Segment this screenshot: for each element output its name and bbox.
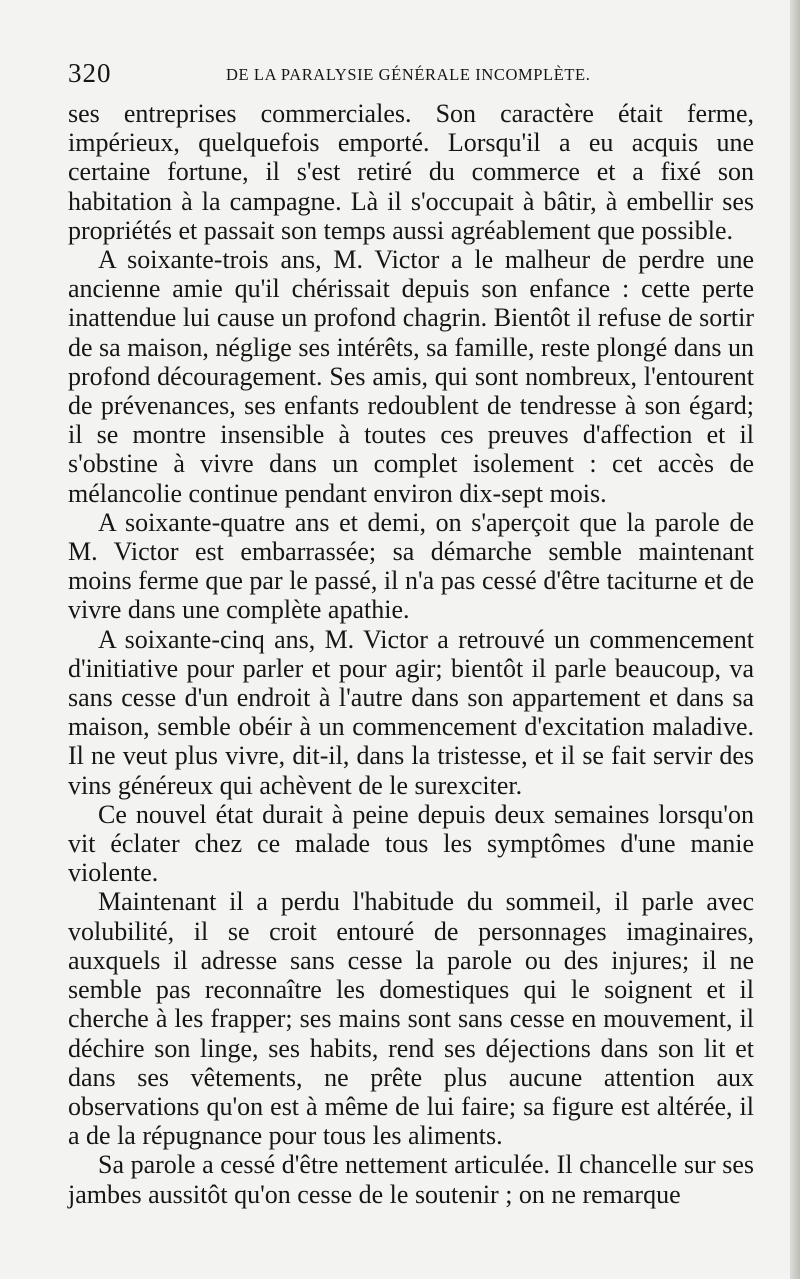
paragraph: ses entreprises commerciales. Son caractère était ferme, impérieux, quelquefois emporté. Lorsqu'il a eu acquis une certaine fortune, il s'est retiré du commerce et a fixé son habitation à la campagne. Là il s'occupait à bâtir, à embellir ses propriétés et passait son temps aussi agréablement que possible. bbox=[68, 99, 754, 245]
paragraph: A soixante-trois ans, M. Victor a le malheur de perdre une ancienne amie qu'il chérissait depuis son enfance : cette perte inattendue lui cause un profond chagrin. Bientôt il refuse de sortir de sa maison, néglige ses intérêts, sa famille, reste plongé dans un profond découragement. Ses amis, qui sont nombreux, l'entourent de prévenances, ses enfants redoublent de tendresse à son égard; il se montre insensible à toutes ces preuves d'affection et il s'obstine à vivre dans un complet isolement : cet accès de mélancolie continue pendant environ dix-sept mois. bbox=[68, 245, 754, 508]
paragraph: Maintenant il a perdu l'habitude du sommeil, il parle avec volubilité, il se croit entouré de personnages imaginaires, auxquels il adresse sans cesse la parole ou des injures; il ne semble pas reconnaître les domestiques qui le soignent et il cherche à les frapper; ses mains sont sans cesse en mouvement, il déchire son linge, ses habits, rend ses déjections dans son lit et dans ses vêtements, ne prête plus aucune attention aux observations qu'on est à même de lui faire; sa figure est altérée, il a de la répugnance pour tous les aliments. bbox=[68, 887, 754, 1151]
body-text bbox=[68, 99, 754, 1209]
paragraph: Ce nouvel état durait à peine depuis deux semaines lorsqu'on vit éclater chez ce malade tous les symptômes d'une manie violente. bbox=[68, 799, 754, 888]
page-header bbox=[68, 58, 758, 92]
paragraph: A soixante-quatre ans et demi, on s'aperçoit que la parole de M. Victor est embarrassée; sa démarche semble maintenant moins ferme que par le passé, il n'a pas cessé d'être taciturne et de vivre dans une complète apathie. bbox=[68, 507, 754, 625]
paragraph: Sa parole a cessé d'être nettement articulée. Il chancelle sur ses jambes aussitôt qu'on cesse de le soutenir ; on ne remarque bbox=[68, 1150, 754, 1209]
paragraph: A soixante-cinq ans, M. Victor a retrouvé un commencement d'initiative pour parler et pour agir; bientôt il parle beaucoup, va sans cesse d'un endroit à l'autre dans son appartement et dans sa maison, semble obéir à un commencement d'excitation maladive. Il ne veut plus vivre, dit-il, dans la tristesse, et il se fait servir des vins généreux qui achèvent de le surexciter. bbox=[68, 624, 754, 800]
page-edge-shadow bbox=[790, 0, 800, 1279]
page-number: 320 bbox=[68, 58, 112, 88]
running-title: DE LA PARALYSIE GÉNÉRALE INCOMPLÈTE. bbox=[226, 65, 591, 84]
